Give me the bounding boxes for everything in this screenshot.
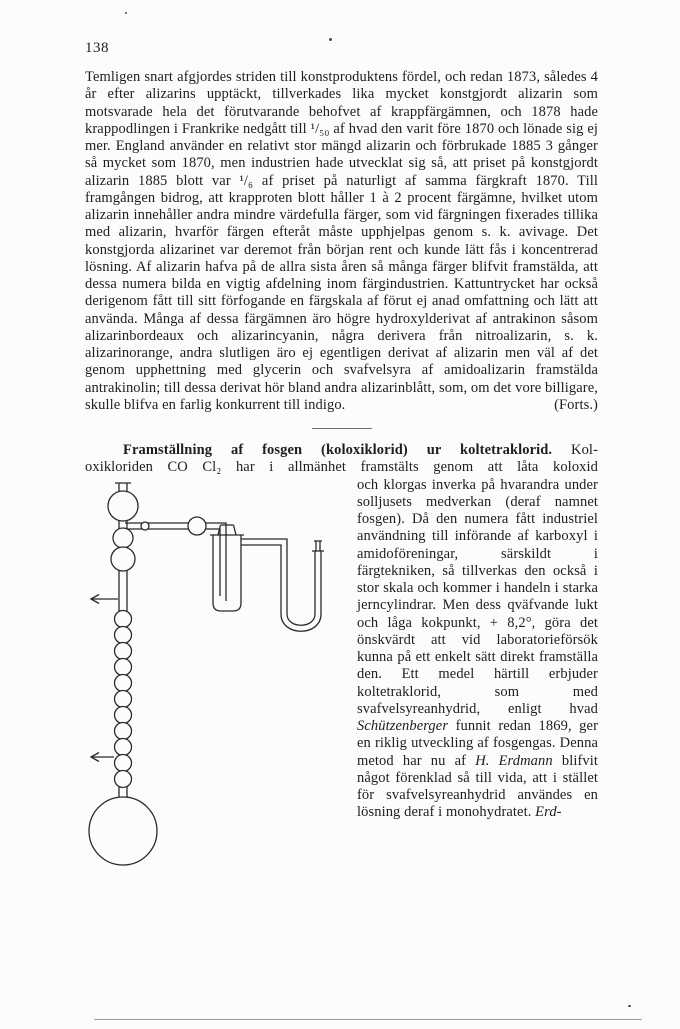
- water-arrow-upper: [91, 594, 118, 603]
- article2-heading-line: [85, 442, 598, 459]
- water-arrow-lower: [91, 752, 114, 761]
- article2-heading: Framställning af fosgen (koloxiklorid) ur koltetraklorid.: [123, 442, 553, 458]
- page-bottom-edge-line: [94, 1019, 642, 1020]
- condenser-beads: [115, 610, 132, 787]
- article2-seg-4: blifvit något förenklad så till vida, att i stället för svafvelsyreanhydrid användes en lösning deraf i monohydratet.: [357, 752, 598, 821]
- feed-tube-bulb: [188, 517, 206, 535]
- top-flask: [108, 491, 138, 571]
- continuation-note: (Forts.): [554, 396, 598, 413]
- phosgene-apparatus-figure: [85, 479, 353, 871]
- page-number: 138: [85, 40, 109, 56]
- tube-joint: [141, 522, 149, 530]
- article2-seg-3: H. Erdmann: [475, 752, 553, 769]
- article2-body: [85, 477, 598, 871]
- article2-seg-5: Erd-: [535, 804, 562, 821]
- scan-speck: [628, 1005, 631, 1007]
- article1-paragraph: [85, 69, 598, 414]
- scan-speck: [125, 12, 127, 14]
- scan-speck: [329, 38, 332, 41]
- receiving-flask: [89, 797, 157, 865]
- article1-text: Temligen snart afgjordes striden till konstproduktens fördel, och redan 1873, således 4 år efter alizarins upptäckt, tillverkades lika mycket konstgjordt alizarin som motsvarade hela det förutvarande behofvet af krappfärgämnen, och 1878 hade krappodlingen i Frankrike nedgått till ¹/₅₀ af hvad den varit före 1870 och lönade sig ej mer. England använder en relativt stor mängd alizarin och förbrukade 1885 3 gånger så mycket som 1870, men industrien hade utvecklat sig så, att priset på konstgjordt alizarin 1885 blott var ¹/₆ af priset på naturligt af samma färgkraft 1870. Till framgången bidrog, att krapproten blott håller 1 à 2 procent färgämne, hvilket utom alizarin innehåller andra mindre värdefulla färger, som vid färgningen fixerades tillika med alizarin, hvarför färgen efteråt måste upphjelpas genom s. k. avivage. Det konstgjorda alizarinet var deremot från början rent och kunde lätt fås i koncentrerad lösning. Af alizarin hafva på de allra sista åren så många färger blifvit framstälda, att dessa numera bilda en vigtig afdelning inom färgindustrien. Kattuntrycket har också derigenom fått till sitt förfogande en färgskala af förut ej anad omfattning och lätt att använda. Många af dessa färgämnen äro högre hydroxylderivat af antrakinon såsom alizarinbordeaux och alizarincyanin, några derivera från nitroalizarin, s. k. alizarinorange, andra slutligen äro ej egentligen derivat af alizarin men väl af det genom upphettning med glycerin och svafvelsyra af amidoalizarin framstälda antrakinolin; till dessa derivat hör bland andra alizarinblått, som, om det vore billigare, skulle blifva en farlig konkurrent till indigo.: [85, 69, 598, 413]
- exit-tube-inner: [241, 545, 281, 614]
- article2-heading-tail: Kol-: [571, 442, 598, 458]
- article2-seg-1: Schützenberger: [357, 718, 449, 734]
- article2-first-line: oxikloriden CO Cl₂ har i allmänhet framstälts genom att låta koloxid: [85, 459, 598, 476]
- article2-seg-0: och klorgas inverka på hvarandra under solljusets medverkan (deraf namnet fosgen). Då den numera fått industriel användning till införande af karboxyl i amidoföreningar, särskildt i färgtekniken, så tillverkas den också i stor skala och kommer i handeln i starka jerncylindrar. Men dess qväfvande lukt och låga kokpunkt, + 8,2°, göra det önskvärdt att vid laboratorieförsök kunna på ett enkelt sätt direkt framställa den. Ett medel härtill erbjuder koltetraklorid, som med svafvelsyreanhydrid, enligt hvad: [357, 476, 598, 717]
- article2-seg-2: funnit redan 1869, ger en riklig utveckling af fosgengas. Denna metod har nu af: [357, 718, 598, 769]
- exit-tube-outer: [241, 539, 287, 614]
- gas-washing-bottle: [210, 525, 244, 611]
- section-divider: [312, 428, 372, 429]
